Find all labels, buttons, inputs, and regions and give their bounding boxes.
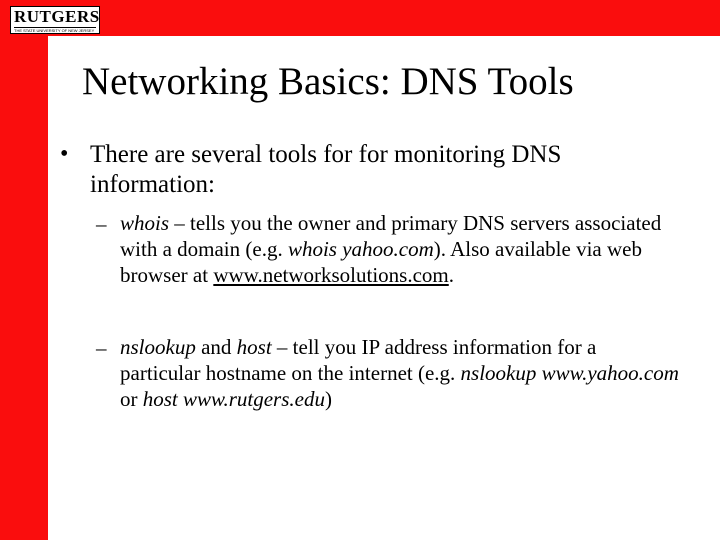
whois-description: – tells you the owner and primary DNS servers associated with a domain (e.g. <box>120 211 662 261</box>
bullet-text: There are several tools for for monitoring DNS information: <box>90 141 562 198</box>
left-red-bar <box>0 0 48 540</box>
nslookup-end: ) <box>324 387 332 411</box>
top-red-bar <box>0 0 720 36</box>
slide-title: Networking Basics: DNS Tools <box>82 60 574 103</box>
and-text: and <box>195 335 237 359</box>
command-host: host <box>236 335 272 359</box>
whois-example: whois yahoo.com <box>287 237 434 261</box>
command-nslookup: nslookup <box>120 335 196 359</box>
sub-bullet-nslookup-host <box>120 334 680 412</box>
networksolutions-link[interactable]: www.networksolutions.com <box>213 263 449 287</box>
nslookup-example: nslookup www.yahoo.com <box>460 361 679 385</box>
command-whois: whois <box>120 211 170 235</box>
sub-bullet-dash: – <box>96 336 107 360</box>
bullet-marker: • <box>60 141 69 167</box>
logo-subtitle: THE STATE UNIVERSITY OF NEW JERSEY <box>14 28 95 33</box>
host-example: host www.rutgers.edu <box>142 387 325 411</box>
whois-after-example: ). Also available via web browser at <box>120 237 642 287</box>
sub-bullet-whois <box>120 210 680 288</box>
rutgers-logo <box>10 6 100 34</box>
sub-bullet-dash: – <box>96 212 107 236</box>
logo-wordmark: RUTGERS <box>14 7 100 26</box>
whois-end: . <box>448 263 455 287</box>
nslookup-description: – tell you IP address information for a particular hostname on the internet (e.g. <box>120 335 597 385</box>
or-text: or <box>120 387 143 411</box>
